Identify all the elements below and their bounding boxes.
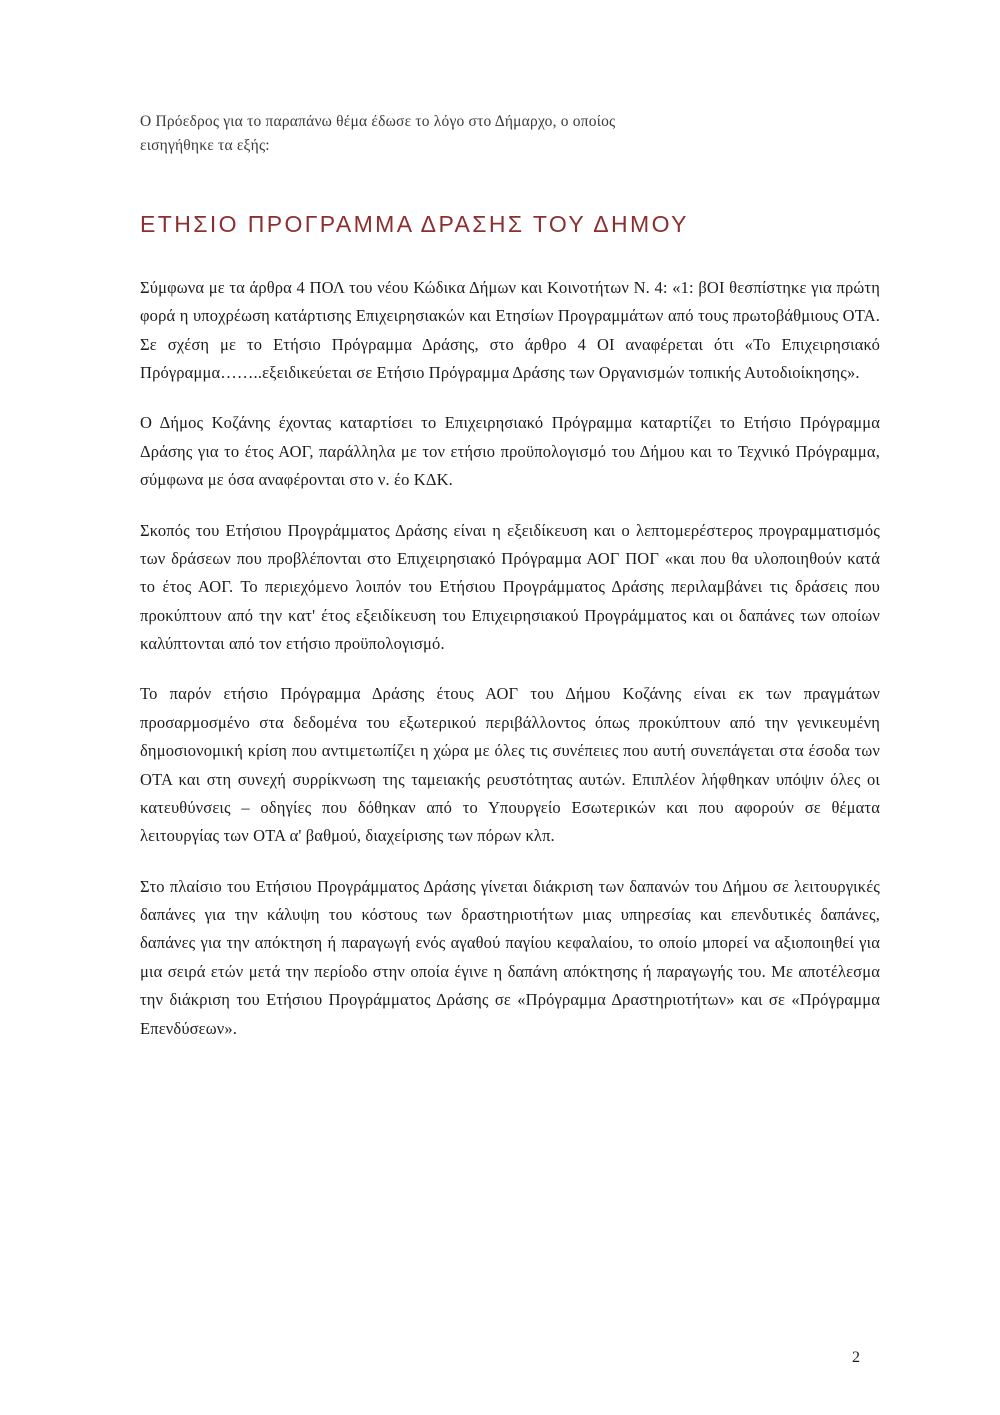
body-paragraph-3: Σκοπός του Ετήσιου Προγράμματος Δράσης είναι η εξειδίκευση και ο λεπτομερέστερος προγραμματισμός των δράσεων που προβλέπονται στο Επιχειρησιακό Πρόγραμμα ΑΟΓ ΠΟΓ «και που θα υλοποιηθούν κατά το έτος ΑΟΓ. Το περιεχόμενο λοιπόν του Ετήσιου Προγράμματος Δράσης περιλαμβάνει τις δράσεις που προκύπτουν από την κατ' έτος εξειδίκευση του Επιχειρησιακού Προγράμματος και οι δαπάνες των οποίων καλύπτονται από τον ετήσιο προϋπολογισμό.	[140, 520, 880, 654]
intro-paragraph	[140, 110, 880, 158]
page-number: 2	[852, 1349, 860, 1366]
body-paragraph-5: Στο πλαίσιο του Ετήσιου Προγράμματος Δράσης γίνεται διάκριση των δαπανών του Δήμου σε λειτουργικές δαπάνες για την κάλυψη του κόστους των δραστηριοτήτων μιας υπηρεσίας και επενδυτικές δαπάνες, δαπάνες για την απόκτηση ή παραγωγή ενός αγαθού παγίου κεφαλαίου, το οποίο μπορεί να αξιοποιηθεί για μια σειρά ετών μετά την περίοδο στην οποία έγινε η δαπάνη απόκτησης ή παραγωγής του. Με αποτέλεσμα την διάκριση του Ετήσιου Προγράμματος Δράσης σε «Πρόγραμμα Δραστηριοτήτων» και σε «Πρόγραμμα Επενδύσεων».	[140, 876, 880, 1038]
page-title: ΕΤΗΣΙΟ ΠΡΟΓΡΑΜΜΑ ΔΡΑΣΗΣ ΤΟΥ ΔΗΜΟΥ	[140, 211, 689, 238]
intro-line-1: Ο Πρόεδρος για το παραπάνω θέμα έδωσε το λόγο στο Δήμαρχο, ο οποίος	[140, 113, 616, 130]
body-paragraph-4: Το παρόν ετήσιο Πρόγραμμα Δράσης έτους ΑΟΓ του Δήμου Κοζάνης είναι εκ των πραγμάτων προσαρμοσμένο στα δεδομένα του εξωτερικού περιβάλλοντος όπως προκύπτουν από την γενικευμένη δημοσιονομική κρίση που αντιμετωπίζει η χώρα με όλες τις συνέπειες που αυτή συνεπάγεται στα έσοδα των ΟΤΑ και στη συνεχή συρρίκνωση της ταμειακής ρευστότητας αυτών. Επιπλέον λήφθηκαν υπόψιν όλες οι κατευθύνσεις – οδηγίες που δόθηκαν από το Υπουργείο Εσωτερικών και που αφορούν σε θέματα λειτουργίας των ΟΤΑ α' βαθμού, διαχείρισης των πόρων κλπ.	[140, 684, 880, 846]
body-paragraph-2: Ο Δήμος Κοζάνης έχοντας καταρτίσει το Επιχειρησιακό Πρόγραμμα καταρτίζει το Ετήσιο Πρόγραμμα Δράσης για το έτος ΑΟΓ, παράλληλα με τον ετήσιο προϋπολογισμό του Δήμου και το Τεχνικό Πρόγραμμα, σύμφωνα με όσα αναφέρονται στο ν. έο ΚΔΚ.	[140, 413, 880, 490]
intro-line-2: εισηγήθηκε τα εξής:	[140, 137, 270, 155]
body-paragraph-1: Σύμφωνα με τα άρθρα 4 ΠΟΛ του νέου Κώδικα Δήμων και Κοινοτήτων Ν. 4: «1: βΟΙ θεσπίστηκε για πρώτη φορά η υποχρέωση κατάρτισης Επιχειρησιακών και Ετησίων Προγραμμάτων από τους πρωτοβάθμιους ΟΤΑ. Σε σχέση με το Ετήσιο Πρόγραμμα Δράσης, στο άρθρο 4 ΟΙ αναφέρεται ότι «Το Επιχειρησιακό Πρόγραμμα……..εξειδικεύεται σε Ετήσιο Πρόγραμμα Δράσης των Οργανισμών τοπικής Αυτοδιοίκησης».	[140, 277, 880, 383]
